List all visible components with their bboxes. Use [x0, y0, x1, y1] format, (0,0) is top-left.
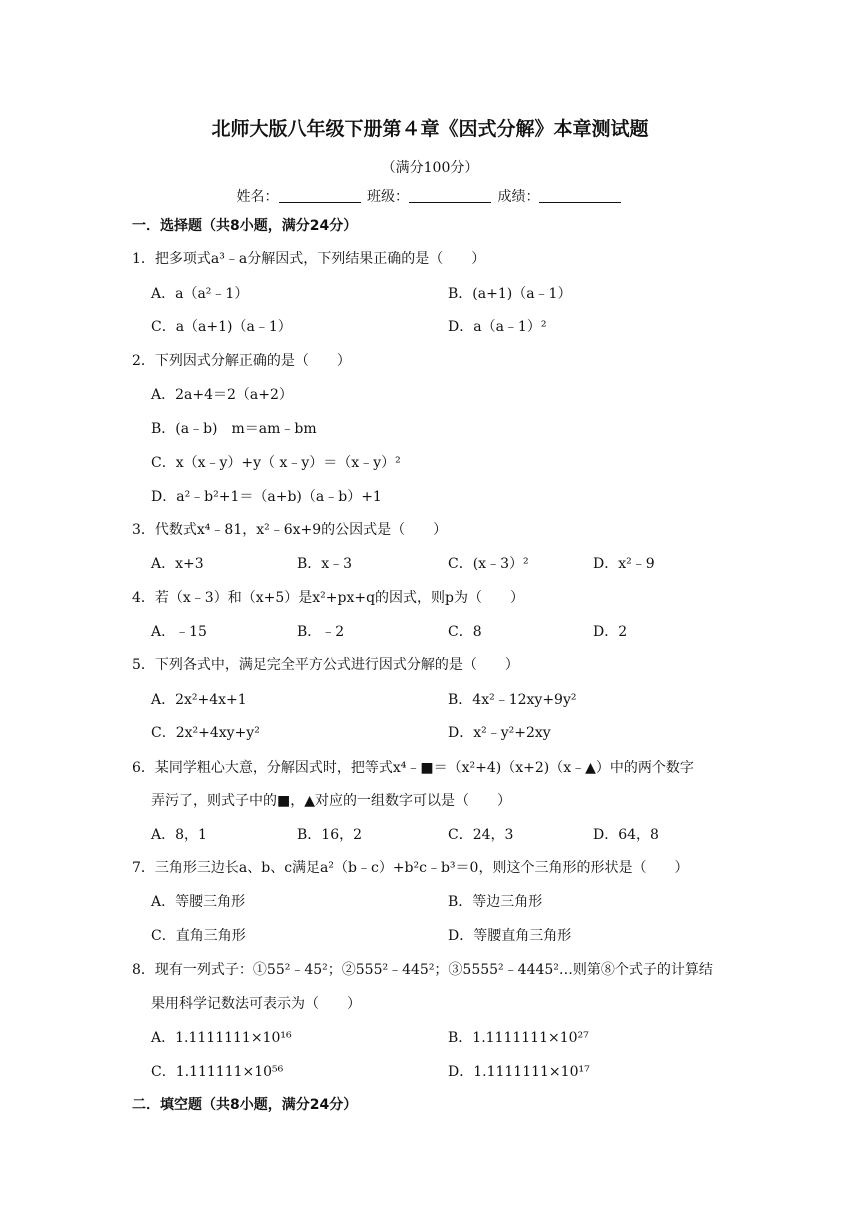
question-6: 6．某同学粗心大意，分解因式时，把等式x⁴﹣■＝（x²+4)（x+2)（x﹣▲）中的两个数字 [132, 760, 694, 776]
q7-option-b: B．等边三角形 [448, 894, 543, 910]
q4-option-c: C．8 [448, 624, 482, 640]
class-blank[interactable] [409, 188, 491, 203]
q5-option-d: D．x²﹣y²+2xy [448, 725, 551, 741]
q8-option-a: A．1.1111111×10¹⁶ [151, 1030, 292, 1046]
q3-option-d: D．x²﹣9 [593, 556, 655, 572]
class-label: 班级： [367, 189, 409, 205]
question-7: 7．三角形三边长a、b、c满足a²（b﹣c）+b²c﹣b³＝0，则这个三角形的形状是（ ） [132, 860, 689, 876]
full-score-note: （满分100分） [381, 160, 479, 176]
q1-option-c: C．a（a+1)（a﹣1） [151, 319, 292, 335]
q5-option-c: C．2x²+4xy+y² [151, 725, 260, 741]
question-2: 2．下列因式分解正确的是（ ） [132, 353, 351, 369]
student-info-line [0, 186, 860, 206]
q3-option-c: C．(x﹣3）² [448, 556, 529, 572]
q3-option-b: B．x﹣3 [297, 556, 353, 572]
question-8: 8．现有一列式子：①55²﹣45²；②555²﹣445²；③5555²﹣4445²…则第⑧个式子的计算结 [132, 962, 713, 978]
page-title: 北师大版八年级下册第４章《因式分解》本章测试题 [211, 118, 649, 140]
score-label: 成绩： [497, 189, 540, 205]
question-6-continued: 弄污了，则式子中的■，▲对应的一组数字可以是（ ） [151, 793, 511, 809]
section-heading-multiple-choice: 一．选择题（共8小题，满分24分） [132, 218, 358, 234]
score-blank[interactable] [539, 188, 621, 203]
q6-option-d: D．64，8 [593, 827, 659, 843]
q4-option-a: A．﹣15 [151, 624, 207, 640]
q1-option-b: B．(a+1)（a﹣1） [448, 286, 572, 302]
q5-option-a: A．2x²+4x+1 [151, 692, 247, 708]
q3-option-a: A．x+3 [151, 556, 204, 572]
q7-option-a: A．等腰三角形 [151, 894, 246, 910]
name-label: 姓名： [236, 189, 279, 205]
q8-option-d: D．1.1111111×10¹⁷ [448, 1064, 590, 1080]
q2-option-d: D．a²﹣b²+1＝（a+b)（a﹣b）+1 [151, 489, 382, 505]
question-8-continued: 果用科学记数法可表示为（ ） [151, 996, 361, 1012]
question-4: 4．若（x﹣3）和（x+5）是x²+px+q的因式，则p为（ ） [132, 590, 524, 606]
q2-option-a: A．2a+4＝2（a+2） [151, 387, 293, 403]
q1-option-a: A．a（a²﹣1） [151, 286, 249, 302]
question-1: 1．把多项式a³﹣a分解因式，下列结果正确的是（ ） [132, 251, 486, 267]
q8-option-c: C．1.111111×10⁵⁶ [151, 1064, 284, 1080]
q7-option-c: C．直角三角形 [151, 928, 246, 944]
q6-option-b: B．16，2 [297, 827, 363, 843]
q6-option-a: A．8，1 [151, 827, 207, 843]
question-3: 3．代数式x⁴﹣81，x²﹣6x+9的公因式是（ ） [132, 522, 448, 538]
q5-option-b: B．4x²﹣12xy+9y² [448, 692, 577, 708]
q7-option-d: D．等腰直角三角形 [448, 928, 572, 944]
q1-option-d: D．a（a﹣1）² [448, 319, 547, 335]
q2-option-b: B．(a﹣b) m＝am﹣bm [151, 421, 317, 437]
q6-option-c: C．24，3 [448, 827, 514, 843]
q4-option-d: D．2 [593, 624, 628, 640]
section-heading-fill-in: 二．填空题（共8小题，满分24分） [132, 1097, 358, 1113]
question-5: 5．下列各式中，满足完全平方公式进行因式分解的是（ ） [132, 657, 519, 673]
q2-option-c: C．x（x﹣y）+y（ x﹣y）＝（x﹣y）² [151, 455, 401, 471]
name-blank[interactable] [279, 188, 361, 203]
q4-option-b: B．﹣2 [297, 624, 345, 640]
q8-option-b: B．1.1111111×10²⁷ [448, 1030, 589, 1046]
